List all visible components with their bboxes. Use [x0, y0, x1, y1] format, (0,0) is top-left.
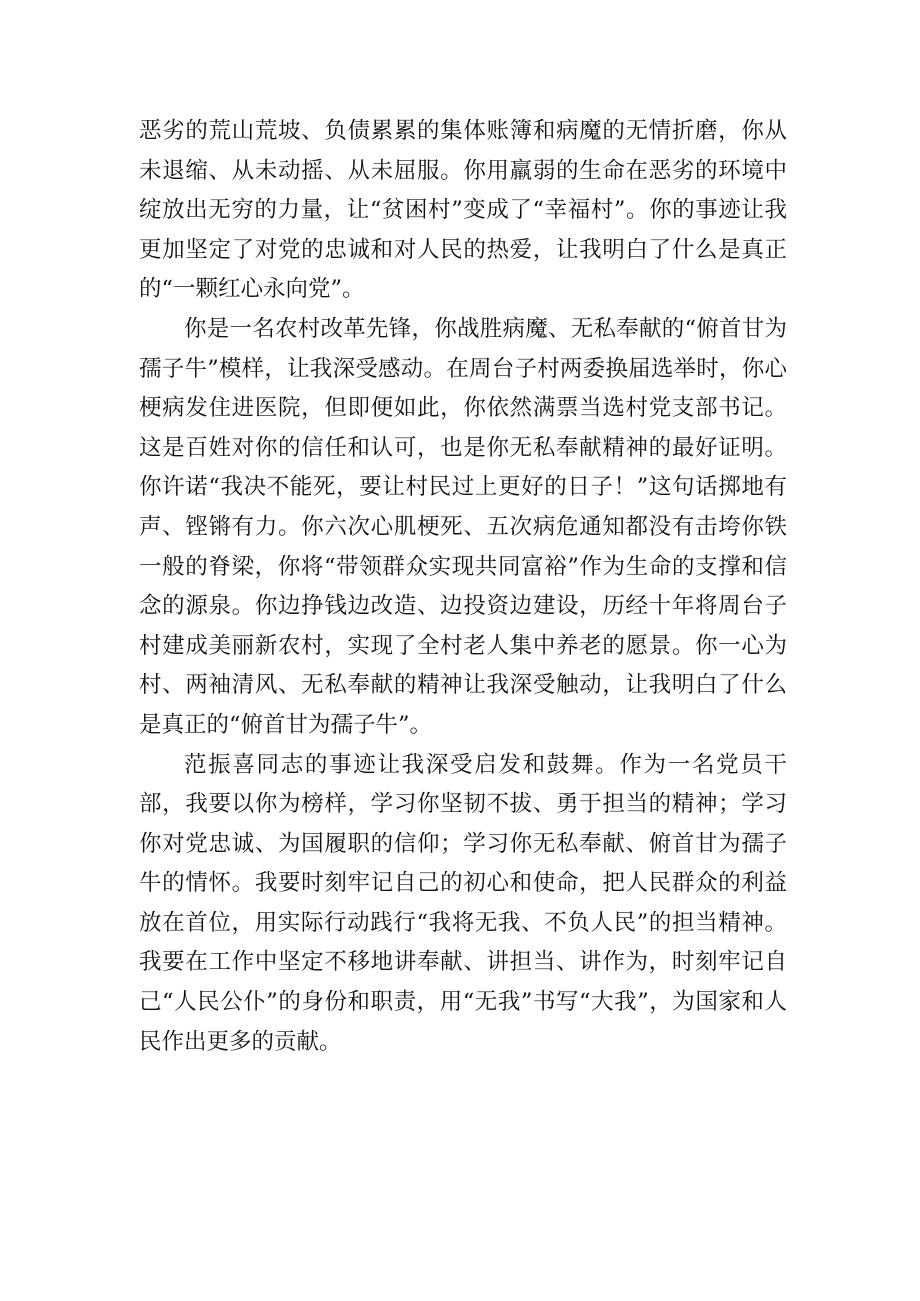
- paragraph-2: 你是一名农村改革先锋，你战胜病魔、无私奉献的“俯首甘为孺子牛”模样，让我深受感动。在周台子村两委换届选举时，你心梗病发住进医院，但即便如此，你依然满票当选村党支部书记。这是百姓对你的信任和认可，也是你无私奉献精神的最好证明。你许诺“我决不能死，要让村民过上更好的日子！”这句话掷地有声、铿锵有力。你六次心肌梗死、五次病危通知都没有击垮你铁一般的脊梁，你将“带领群众实现共同富裕”作为生命的支撑和信念的源泉。你边挣钱边改造、边投资边建设，历经十年将周台子村建成美丽新农村，实现了全村老人集中养老的愿景。你一心为村、两袖清风、无私奉献的精神让我深受触动，让我明白了什么是真正的“俯首甘为孺子牛”。: [139, 315, 787, 738]
- paragraph-1: 恶劣的荒山荒坡、负债累累的集体账簿和病魔的无情折磨，你从未退缩、从未动摇、从未屈服。你用羸弱的生命在恶劣的环境中绽放出无穷的力量，让“贫困村”变成了“幸福村”。你的事迹让我更加坚定了对党的忠诚和对人民的热爱，让我明白了什么是真正的“一颗红心永向党”。: [139, 118, 787, 303]
- paragraph-3: 范振喜同志的事迹让我深受启发和鼓舞。作为一名党员干部，我要以你为榜样，学习你坚韧不拔、勇于担当的精神；学习你对党忠诚、为国履职的信仰；学习你无私奉献、俯首甘为孺子牛的情怀。我要时刻牢记自己的初心和使命，把人民群众的利益放在首位，用实际行动践行“我将无我、不负人民”的担当精神。我要在工作中坚定不移地讲奉献、讲担当、讲作为，时刻牢记自己“人民公仆”的身份和职责，用“无我”书写“大我”，为国家和人民作出更多的贡献。: [139, 751, 787, 1055]
- document-body: [139, 112, 787, 1062]
